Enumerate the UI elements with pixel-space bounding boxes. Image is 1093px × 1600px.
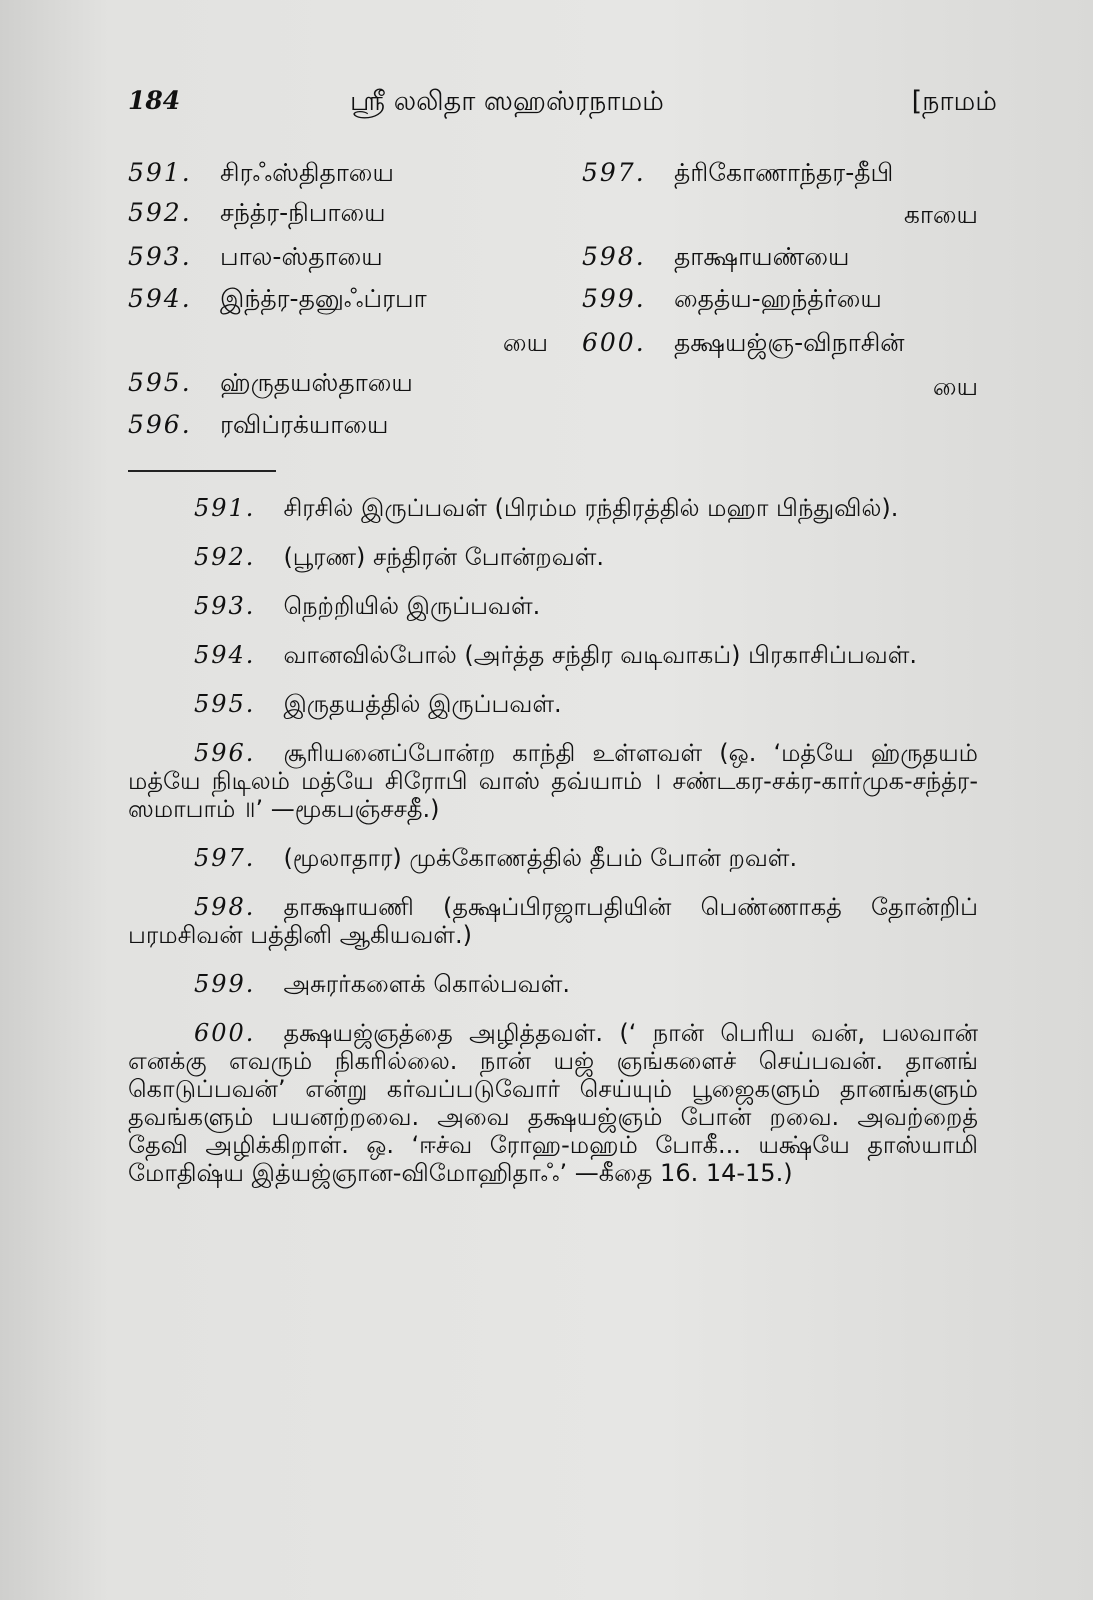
name-number: 598. xyxy=(582,242,646,271)
name-continuation: யை xyxy=(502,328,548,357)
note-paragraph xyxy=(128,739,978,823)
name-number: 596. xyxy=(128,410,192,439)
name-continuation: யை xyxy=(932,372,978,401)
note-paragraph xyxy=(128,641,978,669)
note-paragraph xyxy=(128,970,978,998)
name-item xyxy=(128,284,427,320)
note-text: (மூலாதார) முக்கோணத்தில் தீபம் போன் றவள். xyxy=(283,844,798,872)
note-text: சூரியனைப்போன்ற காந்தி உள்ளவள் (ஒ. ‘மத்யே ஹ்ருதயம் மத்யே நிடிலம் மத்யே சிரோபி வாஸ் தவ்யாம் । சண்டகர-சக்ர-கார்முக-சந்த்ர-ஸமாபாம் ॥’ —மூகபஞ்சசதீ.) xyxy=(128,739,978,823)
name-text: சந்த்ர-நிபாயை xyxy=(220,198,386,227)
note-number: 598. xyxy=(194,893,256,921)
commentary xyxy=(128,494,978,1208)
note-paragraph xyxy=(128,592,978,620)
note-text: வானவில்போல் (அர்த்த சந்திர வடிவாகப்) பிரகாசிப்பவள். xyxy=(283,641,918,669)
name-text: சிரஃஸ்திதாயை xyxy=(220,158,394,187)
note-number: 599. xyxy=(194,970,256,998)
note-paragraph xyxy=(128,844,978,872)
name-item xyxy=(582,158,893,194)
name-text: த்ரிகோணாந்தர-தீபி xyxy=(674,158,894,187)
note-text: சிரசில் இருப்பவள் (பிரம்ம ரந்திரத்தில் மஹா பிந்துவில்). xyxy=(283,494,899,522)
note-number: 595. xyxy=(194,690,256,718)
section-divider xyxy=(128,470,276,472)
note-text: தாக்ஷாயணி (தக்ஷப்பிரஜாபதியின் பெண்ணாகத் தோன்றிப் பரமசிவன் பத்தினி ஆகியவள்.) xyxy=(128,893,978,949)
note-number: 591. xyxy=(194,494,256,522)
note-paragraph xyxy=(128,690,978,718)
note-number: 600. xyxy=(194,1019,256,1047)
page-title: ஸ்ரீ லலிதா ஸஹஸ்ரநாமம் xyxy=(350,86,664,117)
note-text: அசுரர்களைக் கொல்பவள். xyxy=(283,970,571,998)
name-item xyxy=(128,158,394,194)
note-number: 593. xyxy=(194,592,256,620)
name-text: தாக்ஷாயண்யை xyxy=(674,242,850,271)
name-item xyxy=(128,368,413,404)
name-text: தைத்ய-ஹந்த்ர்யை xyxy=(674,284,882,313)
note-text: (பூரண) சந்திரன் போன்றவள். xyxy=(283,543,604,571)
note-text: இருதயத்தில் இருப்பவள். xyxy=(283,690,562,718)
name-item xyxy=(582,284,882,320)
name-item xyxy=(582,242,850,278)
note-text: நெற்றியில் இருப்பவள். xyxy=(283,592,541,620)
page-number: 184 xyxy=(128,86,181,115)
name-text: பால-ஸ்தாயை xyxy=(220,242,383,271)
name-item xyxy=(128,198,386,234)
name-continuation: காயை xyxy=(903,200,978,229)
name-item xyxy=(128,242,383,278)
note-number: 597. xyxy=(194,844,256,872)
name-number: 599. xyxy=(582,284,646,313)
name-number: 594. xyxy=(128,284,192,313)
note-paragraph xyxy=(128,1019,978,1187)
name-number: 593. xyxy=(128,242,192,271)
name-number: 595. xyxy=(128,368,192,397)
name-text: இந்த்ர-தனுஃப்ரபா xyxy=(220,284,427,313)
page-header xyxy=(128,86,997,126)
note-paragraph xyxy=(128,893,978,949)
name-text: தக்ஷயஜ்ஞ-விநாசின் xyxy=(674,328,905,357)
name-number: 592. xyxy=(128,198,192,227)
note-number: 596. xyxy=(194,739,256,767)
name-number: 597. xyxy=(582,158,646,187)
name-number: 600. xyxy=(582,328,646,357)
name-item xyxy=(582,328,905,364)
name-item xyxy=(128,410,388,446)
section-label: [நாமம் xyxy=(911,86,997,117)
note-paragraph xyxy=(128,494,978,522)
name-text: ரவிப்ரக்யாயை xyxy=(220,410,389,439)
name-number: 591. xyxy=(128,158,192,187)
note-text: தக்ஷயஜ்ஞத்தை அழித்தவள். (‘ நான் பெரிய வன், பலவான் எனக்கு எவரும் நிகரில்லை. நான் யஜ் ஞங்களைச் செய்பவன். தானங் கொடுப்பவன்’ என்று கர்வப்படுவோர் செய்யும் பூஜைகளும் தானங்களும் தவங்களும் பயனற்றவை. அவை தக்ஷயஜ்ஞம் போன் றவை. அவற்றைத் தேவி அழிக்கிறாள். ஒ. ‘ஈச்வ ரோஹ-மஹம் போகீ... யக்ஷ்யே தாஸ்யாமி மோதிஷ்ய இத்யஜ்ஞான-விமோஹிதாஃ’ —கீதை 16. 14-15.) xyxy=(128,1019,978,1187)
note-number: 592. xyxy=(194,543,256,571)
name-text: ஹ்ருதயஸ்தாயை xyxy=(220,368,413,397)
note-number: 594. xyxy=(194,641,256,669)
note-paragraph xyxy=(128,543,978,571)
